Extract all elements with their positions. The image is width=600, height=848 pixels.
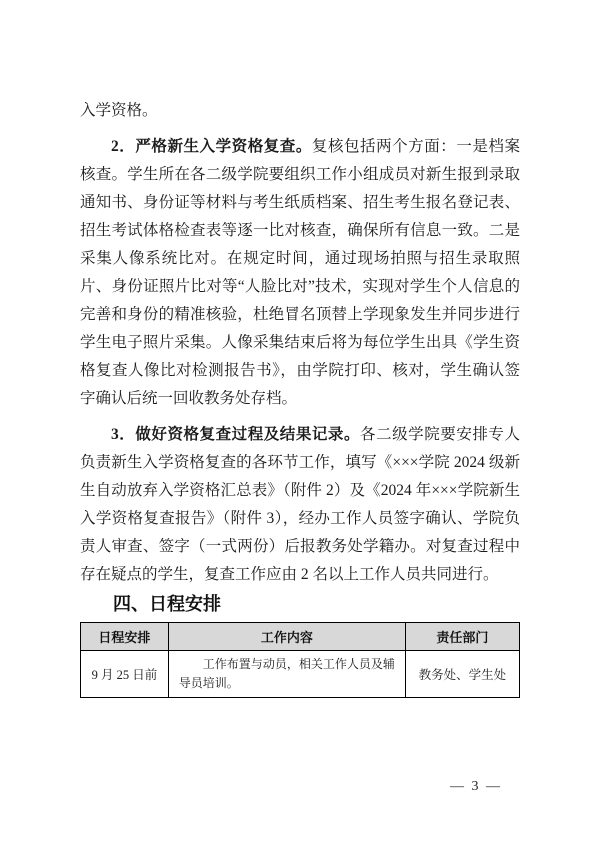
paragraph-item-3 [80, 421, 520, 589]
paragraph-text: 各二级学院要安排专人负责新生入学资格复查的各环节工作，填写《×××学院 2024 级新生自动放弃入学资格汇总表》（附件 2）及《2024 年×××学院新生入学资格复查报告》（附件 3），经办工作人员签字确认、学院负责人审查、签字（一式两份）后报教务处学籍办。对复查过程中存在疑点的学生，复查工作应由 2 名以上工作人员共同进行。 [80, 426, 520, 583]
cell-work-content: 工作布置与动员，相关工作人员及辅导员培训。 [168, 651, 405, 698]
schedule-table [80, 622, 520, 698]
section-heading-schedule: 四、日程安排 [113, 594, 221, 614]
document-body [80, 97, 520, 698]
paragraph-lead: 3．做好资格复查过程及结果记录。 [111, 426, 361, 443]
table-header-schedule: 日程安排 [81, 623, 169, 651]
page-number: — 3 — [450, 779, 502, 794]
paragraph-lead: 2．严格新生入学资格复查。 [111, 138, 312, 155]
cell-schedule-date: 9 月 25 日前 [81, 651, 169, 698]
table-header-row [81, 623, 520, 651]
paragraph-text: 复核包括两个方面：一是档案核查。学生所在各二级学院要组织工作小组成员对新生报到录取通知书、身份证等材料与考生纸质档案、招生考生报名登记表、招生考试体格检查表等逐一比对核查，确保所有信息一致。二是采集人像系统比对。在规定时间，通过现场拍照与招生录取照片、身份证照片比对等“人脸比对”技术，实现对学生个人信息的完善和身份的精准核验，杜绝冒名顶替上学现象发生并同步进行学生电子照片采集。人像采集结束后将为每位学生出具《学生资格复查人像比对检测报告书》，由学院打印、核对，学生确认签字确认后统一回收教务处存档。 [80, 138, 520, 407]
paragraph-item-2 [80, 133, 520, 413]
table-header-work-content: 工作内容 [168, 623, 405, 651]
paragraph-text: 入学资格。 [80, 102, 158, 119]
table-row [81, 651, 520, 698]
cell-department: 教务处、学生处 [405, 651, 519, 698]
table-header-department: 责任部门 [405, 623, 519, 651]
paragraph-continuation [80, 97, 520, 125]
